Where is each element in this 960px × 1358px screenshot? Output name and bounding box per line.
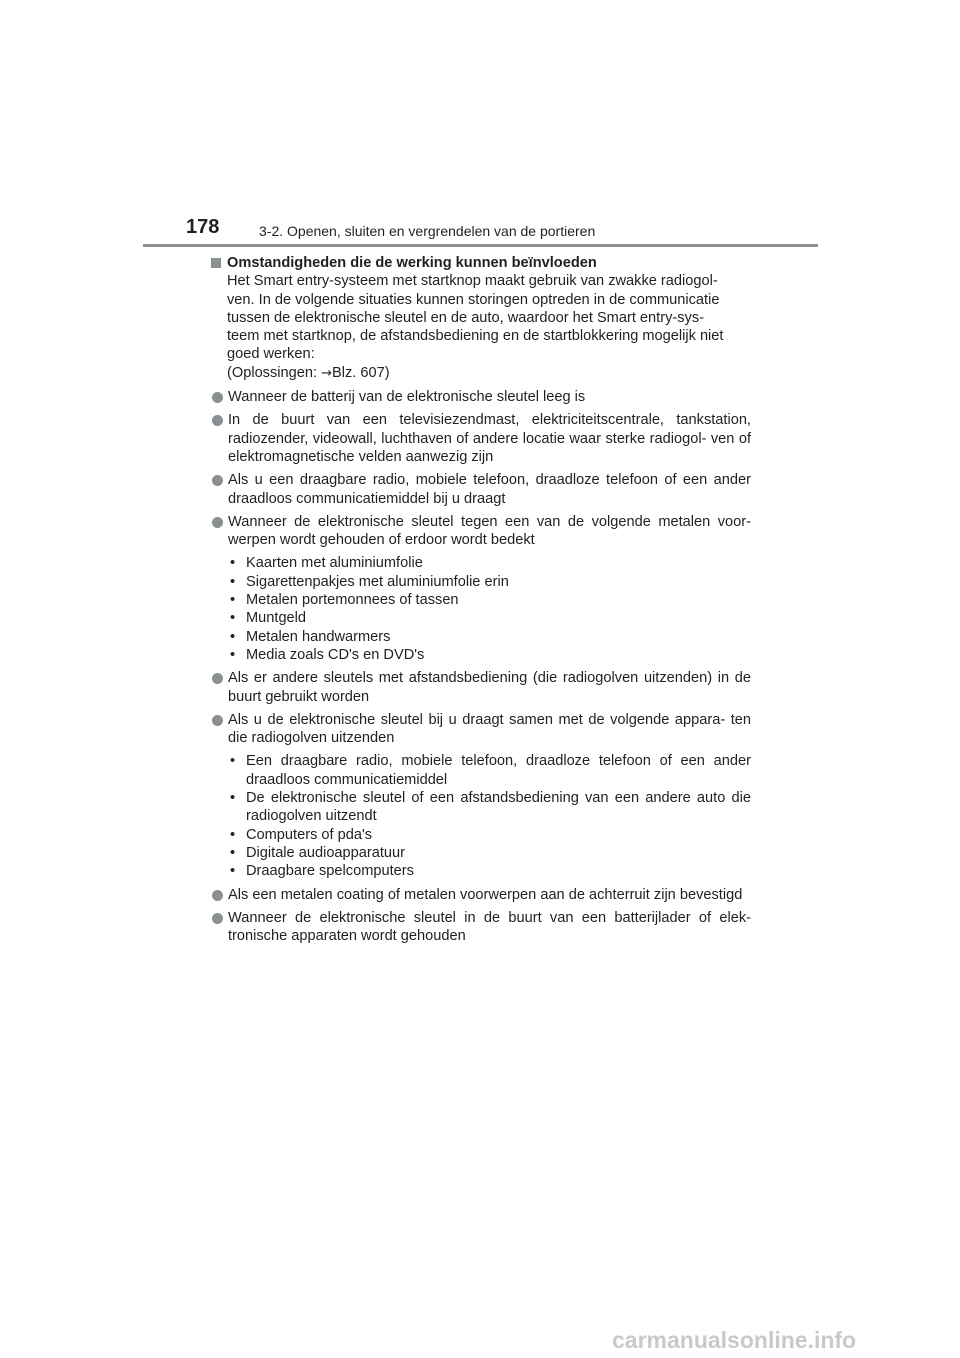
condition-text: Als een metalen coating of metalen voorwerpen aan de achterruit zijn bevestigd <box>228 886 743 903</box>
sub-list-text: Computers of pda's <box>246 826 373 843</box>
sub-list-text: Metalen portemonnees of tassen <box>246 592 459 609</box>
condition-text-block <box>228 471 751 508</box>
header-rule <box>143 244 818 247</box>
condition-text-block <box>228 388 751 406</box>
arrow-right-icon: → <box>321 365 333 381</box>
sub-list-item <box>230 554 751 572</box>
circle-bullet-icon <box>212 415 223 426</box>
condition-list <box>209 388 751 945</box>
watermark: carmanualsonline.info <box>612 1327 857 1353</box>
condition-text: Als u een draagbare radio, mobiele telefoon, draadloze telefoon of een ander draadloos communicatiemiddel bij u draagt <box>228 472 751 507</box>
bullet-dot-icon: • <box>230 555 236 572</box>
condition-item <box>209 471 751 508</box>
sub-list-item <box>230 646 751 664</box>
circle-bullet-icon <box>212 673 223 684</box>
sub-list-item <box>230 844 751 862</box>
sub-list-text: Digitale audioapparatuur <box>246 844 406 861</box>
bullet-dot-icon: • <box>230 610 236 627</box>
intro-line: tussen de elektronische sleutel en de auto, waardoor het Smart entry-sys- <box>227 309 704 326</box>
circle-bullet-icon <box>212 517 223 528</box>
condition-text-block <box>228 411 751 466</box>
sub-list-text: Sigarettenpakjes met aluminiumfolie erin <box>246 573 509 590</box>
condition-text-block <box>228 909 751 946</box>
sub-list-item <box>230 591 751 609</box>
section-heading <box>209 254 751 272</box>
sub-list-item <box>230 789 751 826</box>
intro-line: Het Smart entry-systeem met startknop maakt gebruik van zwakke radiogol- <box>227 273 718 290</box>
condition-text-block <box>228 711 751 748</box>
bullet-dot-icon: • <box>230 646 236 663</box>
bullet-dot-icon: • <box>230 790 236 807</box>
condition-item <box>209 411 751 466</box>
condition-item <box>209 886 751 904</box>
intro-paragraph <box>227 272 751 383</box>
sub-list-item <box>230 609 751 627</box>
page-content <box>209 254 751 945</box>
sub-list-text: Media zoals CD's en DVD's <box>246 646 425 663</box>
circle-bullet-icon <box>212 715 223 726</box>
condition-text: Wanneer de elektronische sleutel tegen een van de volgende metalen voor- werpen wordt gehouden of erdoor wordt bedekt <box>228 513 751 549</box>
sub-list-text: Metalen handwarmers <box>246 628 391 645</box>
condition-text-block <box>228 513 751 550</box>
intro-line: teem met startknop, de afstandsbediening en de startblokkering mogelijk niet <box>227 328 724 345</box>
bullet-dot-icon: • <box>230 863 236 880</box>
bullet-dot-icon: • <box>230 844 236 861</box>
circle-bullet-icon <box>212 475 223 486</box>
bullet-dot-icon: • <box>230 592 236 609</box>
sub-list-text: Draagbare spelcomputers <box>246 863 414 880</box>
page-reference-link[interactable]: Blz. 607) <box>332 364 390 381</box>
condition-item <box>209 388 751 406</box>
condition-item <box>209 513 751 550</box>
sub-list-text: Een draagbare radio, mobiele telefoon, draadloze telefoon of een ander draadloos communicatiemiddel <box>246 753 751 788</box>
solutions-reference <box>227 364 751 383</box>
sub-list-item <box>230 752 751 789</box>
intro-line: goed werken: <box>227 346 315 363</box>
condition-text-block <box>228 669 751 706</box>
sub-list-text: Kaarten met aluminiumfolie <box>246 555 423 572</box>
sub-list-item <box>230 573 751 591</box>
sub-list-item <box>230 826 751 844</box>
condition-item <box>209 669 751 706</box>
bullet-dot-icon: • <box>230 628 236 645</box>
sub-list-item <box>230 628 751 646</box>
sub-list-text: Muntgeld <box>246 610 307 627</box>
condition-text: Wanneer de elektronische sleutel in de buurt van een batterijlader of elek- tronische apparaten wordt gehouden <box>228 909 751 945</box>
condition-text: In de buurt van een televisiezendmast, elektriciteitscentrale, tankstation, radiozender, videowall, luchthaven of andere locatie waar sterke radiogol- ven of elektromagnetische velden aanwezig zijn <box>228 412 751 465</box>
sub-list <box>230 554 751 664</box>
condition-text: Als er andere sleutels met afstandsbediening (die radiogolven uitzenden) in de buurt gebruikt worden <box>228 670 751 705</box>
circle-bullet-icon <box>212 890 223 901</box>
condition-text-block <box>228 886 751 904</box>
intro-line: ven. In de volgende situaties kunnen storingen optreden in de communicatie <box>227 291 720 308</box>
page-number: 178 <box>186 216 220 238</box>
sub-list-text: De elektronische sleutel of een afstandsbediening van een andere auto die radiogolven uitzendt <box>246 790 751 825</box>
condition-text: Wanneer de batterij van de elektronische sleutel leeg is <box>228 389 586 406</box>
bullet-dot-icon: • <box>230 826 236 843</box>
condition-item <box>209 909 751 946</box>
condition-item <box>209 711 751 748</box>
bullet-dot-icon: • <box>230 753 236 770</box>
heading-text: Omstandigheden die de werking kunnen beïnvloeden <box>227 255 597 271</box>
bullet-dot-icon: • <box>230 573 236 590</box>
sub-list-item <box>230 862 751 880</box>
square-bullet-icon <box>211 258 221 268</box>
condition-text: Als u de elektronische sleutel bij u draagt samen met de volgende appara- ten die radiogolven uitzenden <box>228 711 751 747</box>
solutions-prefix: (Oplossingen: <box>227 364 322 381</box>
circle-bullet-icon <box>212 913 223 924</box>
circle-bullet-icon <box>212 392 223 403</box>
section-header: 3-2. Openen, sluiten en vergrendelen van de portieren <box>259 223 596 239</box>
sub-list <box>230 752 751 880</box>
